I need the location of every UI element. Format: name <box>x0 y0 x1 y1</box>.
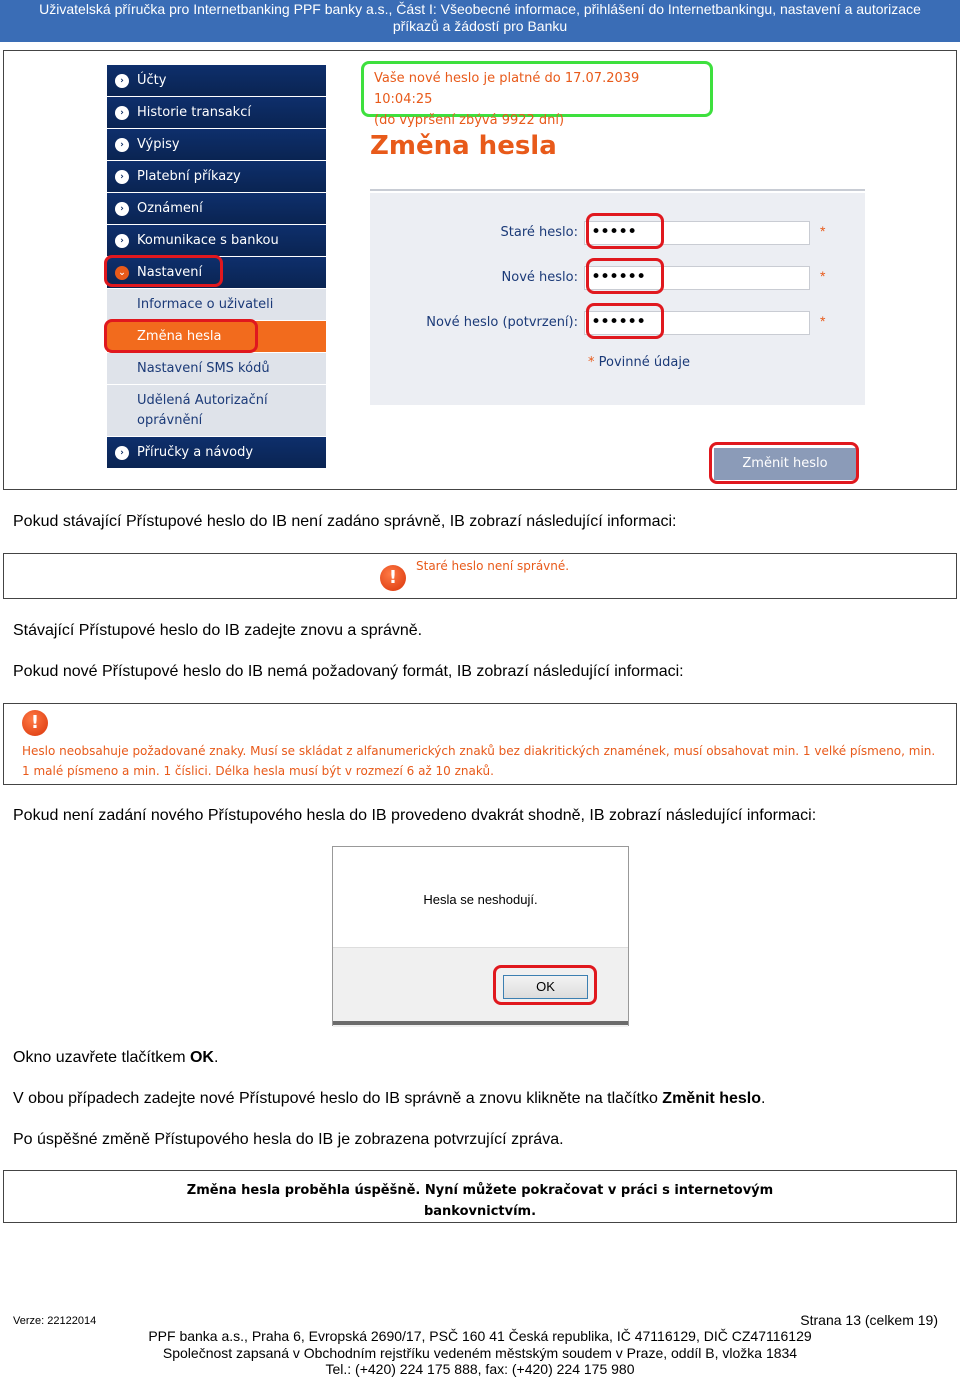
new-password-field[interactable]: •••••• <box>584 266 810 290</box>
sidebar-item-label: Příručky a návody <box>137 445 254 460</box>
highlight-change-password <box>104 319 258 353</box>
paragraph-bold: Změnit heslo <box>662 1090 761 1107</box>
chevron-right-icon: › <box>115 170 129 184</box>
highlight-confirm-password <box>586 303 664 339</box>
error-box-format <box>3 703 957 785</box>
paragraph-end: . <box>760 1090 766 1107</box>
highlight-change-button <box>709 442 859 484</box>
sidebar-item-manuals[interactable] <box>107 437 326 469</box>
chevron-right-icon: › <box>115 234 129 248</box>
sidebar-subitem-change-password[interactable]: Změna hesla <box>107 321 326 353</box>
dialog-footer <box>333 947 628 1027</box>
highlight-ok-button <box>493 965 597 1005</box>
sidebar-item-label: Výpisy <box>137 137 180 152</box>
highlight-settings <box>104 255 223 287</box>
expiry-line-1: Vaše nové heslo je platné do 17.07.2039 10:04:25 <box>374 71 640 107</box>
sidebar-item-history[interactable] <box>107 97 326 129</box>
header-line-2: příkazů a žádostí pro Banku <box>392 18 568 34</box>
footer-registry: Společnost zapsaná v Obchodním rejstříku vedeném městským soudem v Praze, oddíl B, vložka 1834 <box>162 1345 798 1361</box>
paragraph-success-info: Po úspěšné změně Přístupového hesla do IB je zobrazena potvrzující zpráva. <box>13 1131 564 1148</box>
footer-contact: Tel.: (+420) 224 175 888, fax: (+420) 224 175 980 <box>325 1361 635 1377</box>
header-line-1: Uživatelská příručka pro Internetbanking PPF banky a.s., Část I: Všeobecné informace, přihlášení do Internetbankingu, nastavení a autorizace <box>39 1 921 17</box>
paragraph-text: V obou případech zadejte nové Přístupové heslo do IB správně a znovu klikněte na tlačítko <box>13 1090 663 1107</box>
error-message: Staré heslo není správné. <box>416 559 570 573</box>
mismatch-dialog <box>332 846 629 1026</box>
highlight-new-password <box>586 258 664 294</box>
required-marker: * <box>820 268 826 284</box>
required-note-text: Povinné údaje <box>598 355 690 370</box>
page-number: Strana 13 (celkem 19) <box>800 1312 938 1328</box>
password-expiry-notice <box>361 61 713 128</box>
dialog-message: Hesla se neshodují. <box>423 892 538 907</box>
paragraph-old-password-wrong: Pokud stávající Přístupové heslo do IB není zadáno správně, IB zobrazí následující informaci: <box>13 513 677 530</box>
old-password-field[interactable]: ••••• <box>584 221 810 245</box>
sidebar-item-label: Historie transakcí <box>137 105 251 120</box>
sidebar-subitem-label: Udělená Autorizační <box>137 392 268 408</box>
paragraph-end: . <box>213 1049 219 1066</box>
sidebar-item-label: Nastavení <box>137 265 203 280</box>
expiry-line-2: (do vypršení zbývá 9922 dní) <box>374 113 565 128</box>
required-marker: * <box>588 355 595 370</box>
sidebar-item-label: Oznámení <box>137 201 203 216</box>
sidebar-subitem-authorizations[interactable] <box>107 385 326 437</box>
confirm-password-row <box>370 309 865 339</box>
success-message-box <box>3 1170 957 1223</box>
paragraph-retry: Stávající Přístupové heslo do IB zadejte znovu a správně. <box>13 622 423 639</box>
paragraph-text: Okno uzavřete tlačítkem <box>13 1049 190 1066</box>
document-header <box>0 0 960 42</box>
confirm-password-label: Nové heslo (potvrzení): <box>426 315 578 330</box>
chevron-right-icon: › <box>115 202 129 216</box>
sidebar-subitem-sms-codes[interactable]: Nastavení SMS kódů <box>107 353 326 385</box>
error-box-old-password <box>3 553 957 599</box>
sidebar-item-label: Účty <box>137 73 167 88</box>
password-change-screenshot <box>3 50 957 490</box>
sidebar-subitem-label: oprávnění <box>137 412 203 428</box>
sidebar-item-payments[interactable] <box>107 161 326 193</box>
sidebar-item-notices[interactable] <box>107 193 326 225</box>
dialog-bottom-edge <box>333 1021 628 1025</box>
document-version: Verze: 22122014 <box>13 1315 97 1327</box>
error-message <box>22 741 935 781</box>
required-marker: * <box>820 313 826 329</box>
old-password-label: Staré heslo: <box>500 225 578 240</box>
required-note <box>588 355 690 370</box>
new-password-label: Nové heslo: <box>501 270 578 285</box>
warning-icon: ! <box>22 710 48 736</box>
sidebar-subitem-user-info[interactable]: Informace o uživateli <box>107 289 326 321</box>
warning-icon: ! <box>380 565 406 591</box>
new-password-row <box>370 264 865 294</box>
sidebar-item-label: Komunikace s bankou <box>137 233 279 248</box>
error-line-2: 1 malé písmeno a min. 1 číslici. Délka hesla musí být v rozmezí 6 až 10 znaků. <box>22 764 494 778</box>
ok-button[interactable]: OK <box>503 975 588 999</box>
sidebar-item-statements[interactable] <box>107 129 326 161</box>
sidebar-item-accounts[interactable] <box>107 65 326 97</box>
sidebar-item-label: Platební příkazy <box>137 169 241 184</box>
success-line-2: bankovnictvím. <box>423 1204 537 1219</box>
paragraph-bold: OK <box>189 1049 214 1066</box>
highlight-old-password <box>586 213 664 249</box>
confirm-password-field[interactable]: •••••• <box>584 311 810 335</box>
chevron-right-icon: › <box>115 74 129 88</box>
old-password-row <box>370 219 865 249</box>
sidebar-item-communication[interactable] <box>107 225 326 257</box>
error-line-1: Heslo neobsahuje požadované znaky. Musí se skládat z alfanumerických znaků bez diakritických znamének, musí obsahovat min. 1 velké písmeno, min. <box>22 744 936 758</box>
page-title: Změna hesla <box>370 131 557 161</box>
paragraph-close-window <box>13 1048 218 1068</box>
paragraph-retry-change <box>13 1089 765 1109</box>
chevron-right-icon: › <box>115 138 129 152</box>
required-marker: * <box>820 223 826 239</box>
paragraph-mismatch: Pokud není zadání nového Přístupového hesla do IB provedeno dvakrát shodně, IB zobrazí následující informaci: <box>13 807 817 824</box>
chevron-right-icon: › <box>115 106 129 120</box>
chevron-right-icon: › <box>115 446 129 460</box>
chevron-down-icon: ⌄ <box>115 266 129 280</box>
change-password-button[interactable]: Změnit heslo <box>714 448 856 480</box>
password-form <box>370 193 865 405</box>
footer-company: PPF banka a.s., Praha 6, Evropská 2690/17, PSČ 160 41 Česká republika, IČ 47116129, DIČ CZ47116129 <box>148 1328 812 1344</box>
title-divider <box>370 189 865 191</box>
paragraph-format-error: Pokud nové Přístupové heslo do IB nemá požadovaný formát, IB zobrazí následující informaci: <box>13 663 684 680</box>
success-line-1: Změna hesla proběhla úspěšně. Nyní můžete pokračovat v práci s internetovým <box>186 1183 774 1198</box>
